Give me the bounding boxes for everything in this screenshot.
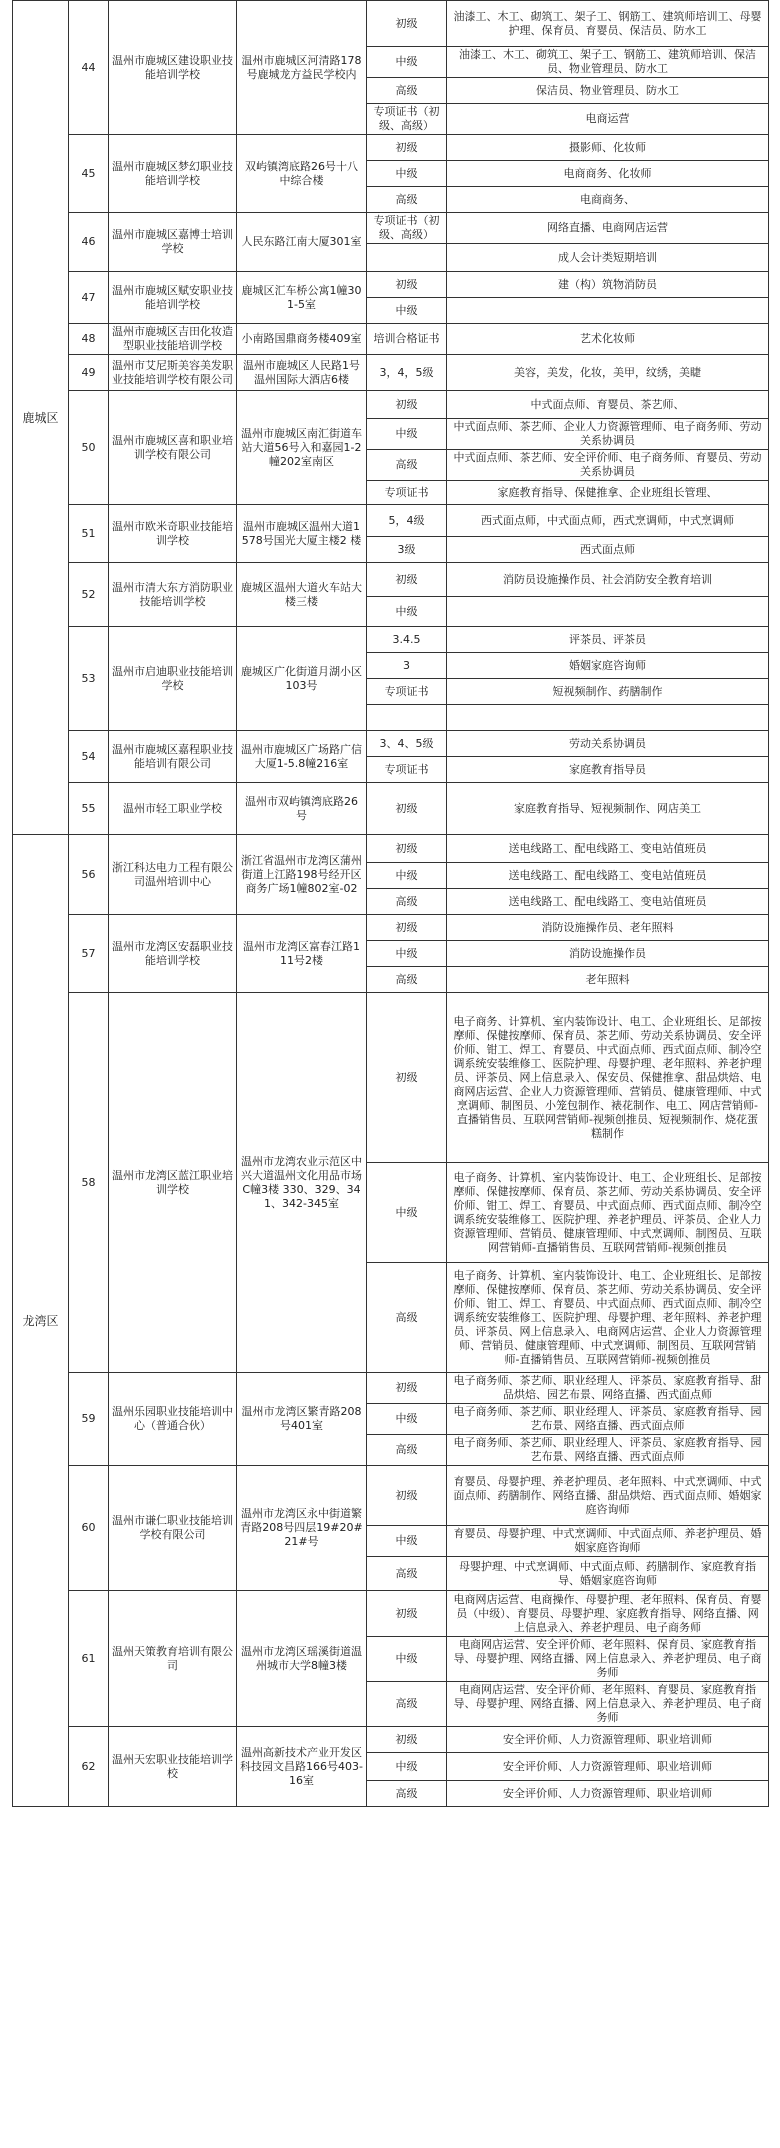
table-row	[13, 563, 769, 597]
training-content-cell: 家庭教育指导、保健推拿、企业班组长管理、	[447, 481, 769, 505]
training-content-cell: 油漆工、木工、砌筑工、架子工、钢筋工、建筑师培训工、母婴护理、保育员、育婴员、保洁员、防水工	[447, 1, 769, 47]
serial-number-cell: 56	[69, 835, 109, 915]
serial-number-cell: 48	[69, 324, 109, 355]
training-content-cell: 保洁员、物业管理员、防水工	[447, 78, 769, 104]
training-content-cell: 油漆工、木工、砌筑工、架子工、钢筋工、建筑师培训、保洁员、物业管理员、防水工	[447, 47, 769, 78]
table-row	[13, 783, 769, 835]
level-cell: 初级	[367, 563, 447, 597]
training-content-cell: 电子商务、计算机、室内装饰设计、电工、企业班组长、足部按摩师、保健按摩师、保育员、茶艺师、劳动关系协调员、安全评价师、钳工、焊工、育婴员、中式面点师、西式面点师、制冷空调系统安装维修工、医院护理、母婴护理、老年照料、养老护理员、评茶员、网上信息录入、保安员、保健推拿、甜品烘焙、电商网店运营、企业人力资源管理师、营销员、健康管理师、中式烹调师、制图员、小笼包制作、裱花制作、电工、网店营销师-直播销售员、互联网营销师-视频创推员、短视频制作、烧花蛋糕制作	[447, 993, 769, 1163]
institution-name-cell: 温州市鹿城区嘉程职业技能培训有限公司	[109, 731, 237, 783]
level-cell: 高级	[367, 1781, 447, 1807]
training-content-cell: 西式面点师，中式面点师，西式烹调师，中式烹调师	[447, 505, 769, 537]
level-cell: 3	[367, 653, 447, 679]
district-cell: 龙湾区	[13, 835, 69, 1807]
training-content-cell: 送电线路工、配电线路工、变电站值班员	[447, 835, 769, 863]
level-cell: 培训合格证书	[367, 324, 447, 355]
level-cell: 3，4，5级	[367, 355, 447, 391]
serial-number-cell: 44	[69, 1, 109, 135]
institution-name-cell: 温州市鹿城区赋安职业技能培训学校	[109, 272, 237, 324]
training-content-cell: 安全评价师、人力资源管理师、职业培训师	[447, 1753, 769, 1781]
institution-name-cell: 温州市鹿城区建设职业技能培训学校	[109, 1, 237, 135]
training-content-cell	[447, 597, 769, 627]
table-row	[13, 355, 769, 391]
level-cell: 高级	[367, 1263, 447, 1373]
serial-number-cell: 61	[69, 1591, 109, 1727]
level-cell: 3.4.5	[367, 627, 447, 653]
level-cell: 中级	[367, 1637, 447, 1682]
serial-number-cell: 47	[69, 272, 109, 324]
training-content-cell: 短视频制作、药膳制作	[447, 679, 769, 705]
level-cell: 高级	[367, 1682, 447, 1727]
training-content-cell: 艺术化妆师	[447, 324, 769, 355]
level-cell: 高级	[367, 967, 447, 993]
table-body	[13, 1, 769, 1807]
training-content-cell: 中式面点师、育婴员、茶艺师、	[447, 391, 769, 419]
training-content-cell: 安全评价师、人力资源管理师、职业培训师	[447, 1727, 769, 1753]
institution-name-cell: 温州市龙湾区安磊职业技能培训学校	[109, 915, 237, 993]
institution-name-cell: 温州市清大东方消防职业技能培训学校	[109, 563, 237, 627]
training-content-cell: 成人会计类短期培训	[447, 244, 769, 272]
level-cell: 中级	[367, 161, 447, 187]
level-cell: 中级	[367, 1753, 447, 1781]
serial-number-cell: 51	[69, 505, 109, 563]
level-cell: 5，4级	[367, 505, 447, 537]
institution-name-cell: 温州市鹿城区喜和职业培训学校有限公司	[109, 391, 237, 505]
training-content-cell: 消防员设施操作员、社会消防安全教育培训	[447, 563, 769, 597]
address-cell: 小南路国鼎商务楼409室	[237, 324, 367, 355]
level-cell: 专项证书（初级、高级）	[367, 104, 447, 135]
level-cell: 专项证书	[367, 757, 447, 783]
address-cell: 温州市鹿城区广场路广信大厦1-5.8幢216室	[237, 731, 367, 783]
table-row	[13, 324, 769, 355]
training-content-cell: 育婴员、母婴护理、养老护理员、老年照料、中式烹调师、中式面点师、药膳制作、网络直播、甜品烘焙、西式面点师、婚姻家庭咨询师	[447, 1466, 769, 1526]
training-content-cell: 中式面点师、茶艺师、安全评价师、电子商务师、育婴员、劳动关系协调员	[447, 450, 769, 481]
address-cell: 温州市龙湾区永中街道繁青路208号四层19#20#21#号	[237, 1466, 367, 1591]
institution-name-cell: 温州天策教育培训有限公司	[109, 1591, 237, 1727]
level-cell: 初级	[367, 783, 447, 835]
table-row	[13, 391, 769, 419]
table-row	[13, 731, 769, 757]
address-cell: 温州市鹿城区人民路1号温州国际大酒店6楼	[237, 355, 367, 391]
training-content-cell: 家庭教育指导、短视频制作、网店美工	[447, 783, 769, 835]
address-cell: 温州市龙湾区瑶溪街道温州城市大学8幢3楼	[237, 1591, 367, 1727]
serial-number-cell: 58	[69, 993, 109, 1373]
level-cell: 高级	[367, 78, 447, 104]
training-content-cell: 母婴护理、中式烹调师、中式面点师、药膳制作、家庭教育指导、婚姻家庭咨询师	[447, 1557, 769, 1591]
serial-number-cell: 50	[69, 391, 109, 505]
table-row	[13, 993, 769, 1163]
institution-name-cell: 温州市轻工职业学校	[109, 783, 237, 835]
level-cell: 初级	[367, 135, 447, 161]
institution-name-cell: 温州市鹿城区吉田化妆造型职业技能培训学校	[109, 324, 237, 355]
training-content-cell	[447, 705, 769, 731]
training-content-cell: 电子商务师、茶艺师、职业经理人、评茶员、家庭教育指导、甜品烘焙、园艺布景、网络直播、西式面点师	[447, 1373, 769, 1404]
address-cell: 鹿城区广化街道月湖小区103号	[237, 627, 367, 731]
training-content-cell: 中式面点师、茶艺师、企业人力资源管理师、电子商务师、劳动关系协调员	[447, 419, 769, 450]
training-content-cell: 育婴员、母婴护理、中式烹调师、中式面点师、养老护理员、婚姻家庭咨询师	[447, 1526, 769, 1557]
level-cell	[367, 705, 447, 731]
training-content-cell: 电子商务师、茶艺师、职业经理人、评茶员、家庭教育指导、园艺布景、网络直播、西式面点师	[447, 1435, 769, 1466]
institution-name-cell: 温州市启迪职业技能培训学校	[109, 627, 237, 731]
table-row	[13, 272, 769, 298]
table-row	[13, 915, 769, 941]
training-content-cell: 电商商务、化妆师	[447, 161, 769, 187]
level-cell: 初级	[367, 915, 447, 941]
level-cell: 3、4、5级	[367, 731, 447, 757]
level-cell: 初级	[367, 391, 447, 419]
training-content-cell	[447, 298, 769, 324]
serial-number-cell: 52	[69, 563, 109, 627]
serial-number-cell: 59	[69, 1373, 109, 1466]
training-content-cell: 婚姻家庭咨询师	[447, 653, 769, 679]
address-cell: 双屿镇湾底路26号十八中综合楼	[237, 135, 367, 213]
level-cell: 初级	[367, 1, 447, 47]
table-row	[13, 505, 769, 537]
training-content-cell: 电商网店运营、电商操作、母婴护理、老年照料、保育员、育婴员（中级）、育婴员、母婴护理、家庭教育指导、网络直播、网上信息录入、养老护理员、电子商务师	[447, 1591, 769, 1637]
training-content-cell: 电子商务、计算机、室内装饰设计、电工、企业班组长、足部按摩师、保健按摩师、保育员、茶艺师、劳动关系协调员、安全评价师、钳工、焊工、育婴员、中式面点师、西式面点师、制冷空调系统安装维修工、医院护理、养老护理员、评茶员、企业人力资源管理师、营销员、健康管理师、中式烹调师、制图员、互联网营销师-直播销售员、互联网营销师-视频创推员	[447, 1163, 769, 1263]
level-cell	[367, 244, 447, 272]
level-cell: 中级	[367, 1163, 447, 1263]
table-row	[13, 835, 769, 863]
serial-number-cell: 54	[69, 731, 109, 783]
address-cell: 温州市双屿镇湾底路26号	[237, 783, 367, 835]
address-cell: 温州市龙湾区富春江路111号2楼	[237, 915, 367, 993]
training-content-cell: 电子商务师、茶艺师、职业经理人、评茶员、家庭教育指导、园艺布景、网络直播、西式面点师	[447, 1404, 769, 1435]
institution-name-cell: 温州市艾尼斯美容美发职业技能培训学校有限公司	[109, 355, 237, 391]
institution-name-cell: 温州市谦仁职业技能培训学校有限公司	[109, 1466, 237, 1591]
table-row	[13, 213, 769, 244]
level-cell: 初级	[367, 835, 447, 863]
serial-number-cell: 46	[69, 213, 109, 272]
level-cell: 中级	[367, 1526, 447, 1557]
training-content-cell: 家庭教育指导员	[447, 757, 769, 783]
address-cell: 人民东路江南大厦301室	[237, 213, 367, 272]
table-row	[13, 135, 769, 161]
address-cell: 温州市龙湾农业示范区中兴大道温州文化用品市场C幢3楼 330、329、341、342-345室	[237, 993, 367, 1373]
level-cell: 初级	[367, 1466, 447, 1526]
level-cell: 初级	[367, 993, 447, 1163]
level-cell: 初级	[367, 1727, 447, 1753]
training-content-cell: 美容，美发，化妆，美甲，纹绣，美睫	[447, 355, 769, 391]
training-content-cell: 电商运营	[447, 104, 769, 135]
table-row	[13, 1591, 769, 1637]
table-row	[13, 1466, 769, 1526]
level-cell: 3级	[367, 537, 447, 563]
institution-name-cell: 温州市龙湾区蓝江职业培训学校	[109, 993, 237, 1373]
district-cell: 鹿城区	[13, 1, 69, 835]
training-content-cell: 电商商务、	[447, 187, 769, 213]
institution-name-cell: 温州市鹿城区嘉博士培训学校	[109, 213, 237, 272]
institution-name-cell: 温州天宏职业技能培训学校	[109, 1727, 237, 1807]
serial-number-cell: 62	[69, 1727, 109, 1807]
address-cell: 温州市鹿城区河清路178号鹿城龙方益民学校内	[237, 1, 367, 135]
training-content-cell: 安全评价师、人力资源管理师、职业培训师	[447, 1781, 769, 1807]
training-content-cell: 消防设施操作员	[447, 941, 769, 967]
training-content-cell: 建（构）筑物消防员	[447, 272, 769, 298]
level-cell: 高级	[367, 889, 447, 915]
level-cell: 中级	[367, 941, 447, 967]
level-cell: 高级	[367, 187, 447, 213]
level-cell: 中级	[367, 1404, 447, 1435]
training-content-cell: 电商网店运营、安全评价师、老年照料、保育员、家庭教育指导、母婴护理、网络直播、网上信息录入、养老护理员、电子商务师	[447, 1637, 769, 1682]
serial-number-cell: 45	[69, 135, 109, 213]
address-cell: 温州高新技术产业开发区科技园文昌路166号403-16室	[237, 1727, 367, 1807]
level-cell: 高级	[367, 1557, 447, 1591]
training-content-cell: 消防设施操作员、老年照料	[447, 915, 769, 941]
level-cell: 中级	[367, 47, 447, 78]
institution-name-cell: 温州市欧米奇职业技能培训学校	[109, 505, 237, 563]
level-cell: 专项证书	[367, 679, 447, 705]
training-content-cell: 老年照料	[447, 967, 769, 993]
level-cell: 中级	[367, 419, 447, 450]
training-content-cell: 送电线路工、配电线路工、变电站值班员	[447, 889, 769, 915]
training-content-cell: 网络直播、电商网店运营	[447, 213, 769, 244]
level-cell: 初级	[367, 1373, 447, 1404]
level-cell: 中级	[367, 298, 447, 324]
institution-table	[12, 0, 769, 1807]
address-cell: 温州市鹿城区温州大道1578号国光大厦主楼2 楼	[237, 505, 367, 563]
training-content-cell: 摄影师、化妆师	[447, 135, 769, 161]
level-cell: 专项证书（初级、高级）	[367, 213, 447, 244]
level-cell: 初级	[367, 272, 447, 298]
institution-name-cell: 浙江科达电力工程有限公司温州培训中心	[109, 835, 237, 915]
table-row	[13, 1373, 769, 1404]
serial-number-cell: 53	[69, 627, 109, 731]
institution-name-cell: 温州乐园职业技能培训中心（普通合伙）	[109, 1373, 237, 1466]
training-content-cell: 电子商务、计算机、室内装饰设计、电工、企业班组长、足部按摩师、保健按摩师、保育员、茶艺师、劳动关系协调员、安全评价师、钳工、焊工、育婴员、中式面点师、西式面点师、制冷空调系统安装维修工、医院护理、母婴护理、老年照料、养老护理员、评茶员、网上信息录入、电商网店运营、企业人力资源管理师、营销员、健康管理师、中式烹调师、制图员、互联网营销师-直播销售员、互联网营销师-视频创推员	[447, 1263, 769, 1373]
training-content-cell: 评茶员、评茶员	[447, 627, 769, 653]
level-cell: 中级	[367, 863, 447, 889]
address-cell: 温州市鹿城区南汇街道车站大道56号入和嘉园1-2幢202室南区	[237, 391, 367, 505]
serial-number-cell: 60	[69, 1466, 109, 1591]
serial-number-cell: 57	[69, 915, 109, 993]
address-cell: 鹿城区温州大道火车站大楼三楼	[237, 563, 367, 627]
training-content-cell: 劳动关系协调员	[447, 731, 769, 757]
address-cell: 鹿城区汇车桥公寓1幢301-5室	[237, 272, 367, 324]
table-row	[13, 1727, 769, 1753]
address-cell: 温州市龙湾区繁青路208号401室	[237, 1373, 367, 1466]
level-cell: 中级	[367, 597, 447, 627]
training-content-cell: 电商网店运营、安全评价师、老年照料、育婴员、家庭教育指导、母婴护理、网络直播、网上信息录入、养老护理员、电子商务师	[447, 1682, 769, 1727]
level-cell: 高级	[367, 1435, 447, 1466]
institution-name-cell: 温州市鹿城区梦幻职业技能培训学校	[109, 135, 237, 213]
serial-number-cell: 55	[69, 783, 109, 835]
table-row	[13, 1, 769, 47]
table-row	[13, 627, 769, 653]
level-cell: 专项证书	[367, 481, 447, 505]
serial-number-cell: 49	[69, 355, 109, 391]
level-cell: 初级	[367, 1591, 447, 1637]
address-cell: 浙江省温州市龙湾区蒲州街道上江路198号经开区商务广场1幢802室-02	[237, 835, 367, 915]
training-content-cell: 西式面点师	[447, 537, 769, 563]
level-cell: 高级	[367, 450, 447, 481]
training-content-cell: 送电线路工、配电线路工、变电站值班员	[447, 863, 769, 889]
